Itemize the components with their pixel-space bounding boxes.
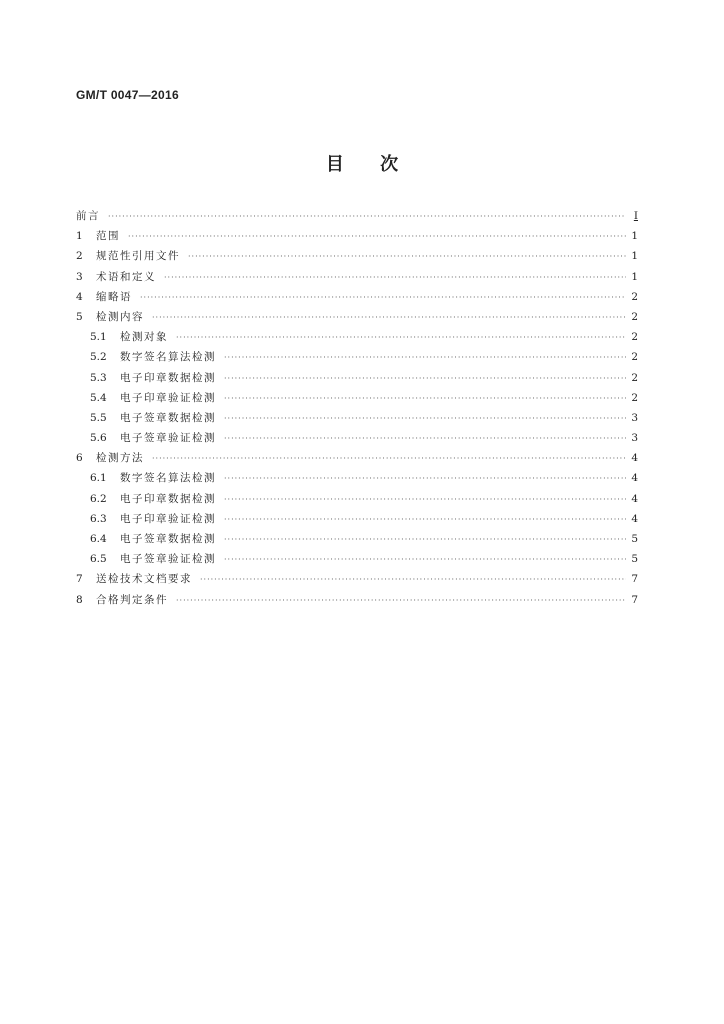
toc-leader-dots xyxy=(188,247,626,267)
toc-entry-number: 6.5 xyxy=(90,553,107,566)
toc-entry-label: 数字签名算法检测 xyxy=(120,472,216,485)
toc-entry-label: 电子印章验证检测 xyxy=(120,512,216,525)
toc-entry-number: 7 xyxy=(76,573,83,586)
toc-entry-number: 6.4 xyxy=(90,533,107,545)
toc-leader-dots xyxy=(164,268,626,288)
toc-entry[interactable] xyxy=(76,287,638,307)
toc-entry-label: 电子印章数据检测 xyxy=(120,371,216,384)
toc-entry-label: 电子签章验证检测 xyxy=(120,432,216,445)
toc-entry-page: 5 xyxy=(631,533,638,545)
toc-leader-dots xyxy=(224,409,626,429)
toc-entry-page: 2 xyxy=(631,290,638,303)
toc-entry-number: 6 xyxy=(76,452,83,465)
toc-entry-page: 2 xyxy=(631,371,638,384)
toc-leader-dots xyxy=(140,288,626,308)
toc-leader-dots xyxy=(200,570,626,590)
toc-leader-dots xyxy=(108,207,626,227)
toc-entry-number: 5 xyxy=(76,310,83,323)
toc-entry-label: 术语和定义 xyxy=(96,270,156,283)
toc-leader-dots xyxy=(224,348,626,368)
toc-title-right: 次 xyxy=(380,154,399,175)
toc-entry-label: 电子印章验证检测 xyxy=(120,391,216,404)
toc-entry-number: 5.4 xyxy=(90,391,107,404)
toc-entry-page: 5 xyxy=(631,553,638,566)
toc-entry-label: 数字签名算法检测 xyxy=(120,351,216,364)
toc-entry-number: 5.1 xyxy=(90,331,107,344)
toc-entry[interactable] xyxy=(76,529,638,549)
toc-entry-page: 2 xyxy=(631,351,638,364)
toc-entry[interactable] xyxy=(76,569,638,589)
toc-entry[interactable] xyxy=(76,428,638,448)
toc-entry-label: 范围 xyxy=(96,230,120,243)
toc-entry[interactable] xyxy=(76,307,638,327)
toc-leader-dots xyxy=(224,510,626,530)
toc-entry-page: 2 xyxy=(631,391,638,404)
toc-entry-label: 电子印章数据检测 xyxy=(120,492,216,505)
toc-leader-dots xyxy=(224,389,626,409)
toc-leader-dots xyxy=(176,591,626,611)
toc-entry-page: 4 xyxy=(631,452,638,465)
toc-entry[interactable] xyxy=(76,590,638,610)
toc-entry-label: 合格判定条件 xyxy=(96,593,168,606)
toc-entry-page: Ⅰ xyxy=(633,210,638,222)
toc-entry[interactable] xyxy=(76,388,638,408)
toc-entry[interactable] xyxy=(76,327,638,347)
toc-entry-label: 电子签章验证检测 xyxy=(120,553,216,566)
toc-entry-page: 4 xyxy=(631,472,638,485)
toc-leader-dots xyxy=(152,449,626,469)
toc-entry-number: 5.2 xyxy=(90,351,107,364)
toc-leader-dots xyxy=(224,550,626,570)
toc-entry[interactable] xyxy=(76,347,638,367)
toc-entry[interactable] xyxy=(76,448,638,468)
toc-title xyxy=(0,150,724,176)
toc-entry[interactable] xyxy=(76,468,638,488)
toc-entry-page: 1 xyxy=(631,270,638,283)
toc-entry-number: 6.3 xyxy=(90,512,107,525)
toc-entry[interactable] xyxy=(76,267,638,287)
toc-entry-label: 电子签章数据检测 xyxy=(120,533,216,545)
toc-entry-label: 检测对象 xyxy=(120,331,168,344)
toc-entry[interactable] xyxy=(76,226,638,246)
toc-leader-dots xyxy=(224,429,626,449)
toc-entry-number: 8 xyxy=(76,593,83,606)
toc-leader-dots xyxy=(224,490,626,510)
toc-entry[interactable] xyxy=(76,368,638,388)
toc-entry-page: 4 xyxy=(631,512,638,525)
toc-entry-number: 6.1 xyxy=(90,472,107,485)
toc-entry-page: 2 xyxy=(631,331,638,344)
toc-entry-page: 3 xyxy=(631,411,638,424)
toc-leader-dots xyxy=(152,308,626,328)
table-of-contents xyxy=(76,206,638,610)
toc-entry-page: 7 xyxy=(631,593,638,606)
toc-entry-number: 5.5 xyxy=(90,411,107,424)
toc-entry-number: 5.6 xyxy=(90,432,107,445)
toc-entry-number: 2 xyxy=(76,250,83,263)
toc-title-left: 目 xyxy=(325,154,344,175)
toc-entry-page: 2 xyxy=(631,310,638,323)
toc-entry[interactable] xyxy=(76,408,638,428)
toc-entry[interactable] xyxy=(76,549,638,569)
toc-leader-dots xyxy=(176,328,626,348)
toc-entry[interactable] xyxy=(76,509,638,529)
toc-entry-page: 1 xyxy=(631,250,638,263)
toc-entry-label: 缩略语 xyxy=(96,290,132,303)
toc-entry-label: 前言 xyxy=(76,210,100,222)
toc-entry-label: 检测方法 xyxy=(96,452,144,465)
toc-entry[interactable] xyxy=(76,489,638,509)
toc-entry-page: 1 xyxy=(631,230,638,243)
toc-entry-page: 7 xyxy=(631,573,638,586)
toc-entry-number: 1 xyxy=(76,230,83,243)
toc-entry-label: 送检技术文档要求 xyxy=(96,573,192,586)
toc-entry-page: 3 xyxy=(631,432,638,445)
toc-leader-dots xyxy=(128,227,626,247)
toc-leader-dots xyxy=(224,469,626,489)
toc-entry[interactable] xyxy=(76,206,638,226)
toc-entry-number: 4 xyxy=(76,290,83,303)
toc-entry[interactable] xyxy=(76,246,638,266)
standard-code: GM/T 0047—2016 xyxy=(76,88,179,102)
toc-entry-number: 5.3 xyxy=(90,371,107,384)
toc-entry-number: 6.2 xyxy=(90,492,107,505)
toc-leader-dots xyxy=(224,530,626,550)
toc-leader-dots xyxy=(224,369,626,389)
toc-entry-page: 4 xyxy=(631,492,638,505)
toc-entry-label: 规范性引用文件 xyxy=(96,250,180,263)
toc-entry-label: 电子签章数据检测 xyxy=(120,411,216,424)
toc-entry-number: 3 xyxy=(76,270,83,283)
toc-entry-label: 检测内容 xyxy=(96,310,144,323)
